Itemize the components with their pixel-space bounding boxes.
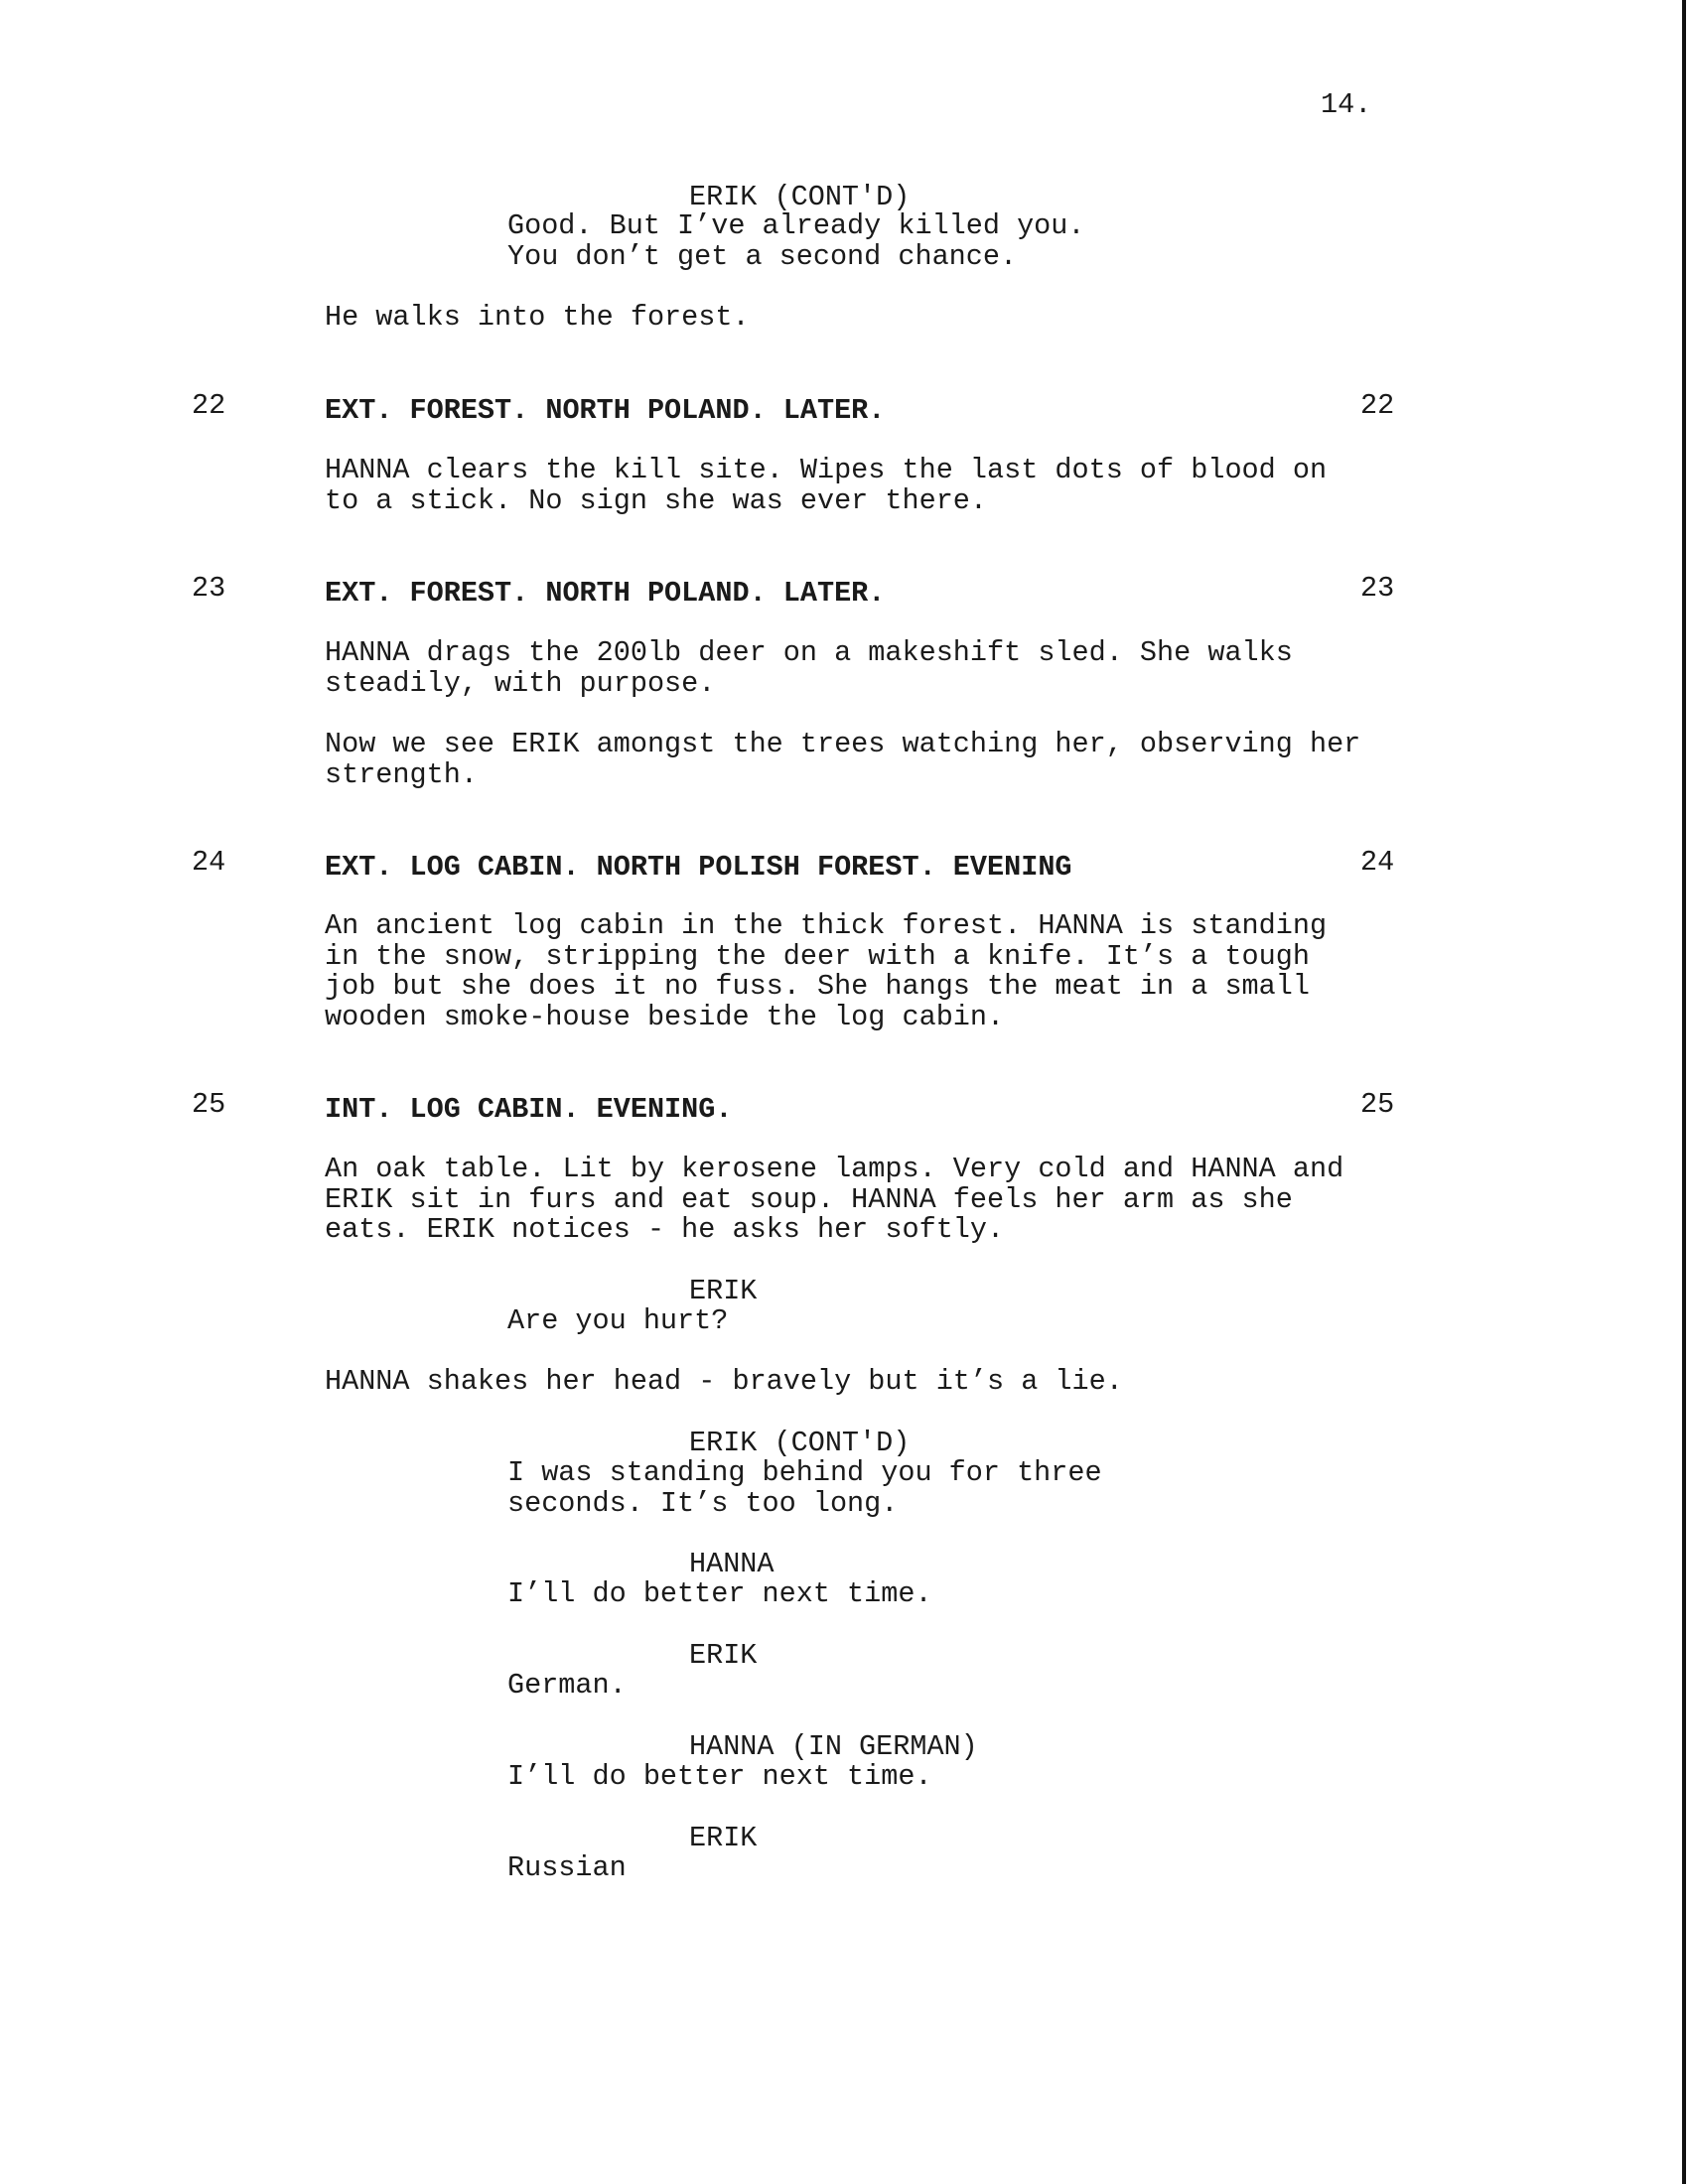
dialogue-line: You don’t get a second chance. [507, 239, 1018, 273]
dialogue-line: Are you hurt? [507, 1304, 729, 1337]
action-line: An ancient log cabin in the thick forest. HANNA is standing [325, 909, 1328, 942]
action-block [325, 730, 1360, 790]
action-block [325, 1367, 1123, 1398]
action-line: eats. ERIK notices - he asks her softly. [325, 1213, 1005, 1246]
scene-heading: EXT. FOREST. NORTH POLAND. LATER. [325, 394, 886, 427]
page-number: 14. [1321, 88, 1372, 121]
dialogue-line: I’ll do better next time. [507, 1760, 932, 1793]
scene-number-right: 24 [1360, 846, 1395, 879]
action-line: wooden smoke-house beside the log cabin. [325, 1000, 1005, 1033]
dialogue-line: Good. But I’ve already killed you. [507, 209, 1085, 242]
scene-number-left: 22 [192, 389, 226, 422]
character-name: HANNA (IN GERMAN) [689, 1730, 978, 1763]
character-name: ERIK (CONT'D) [689, 1427, 911, 1459]
character-name: ERIK (CONT'D) [689, 181, 911, 213]
dialogue-block [507, 1306, 728, 1337]
action-line: to a stick. No sign she was ever there. [325, 483, 988, 517]
action-line: in the snow, stripping the deer with a knife. It’s a tough [325, 939, 1310, 973]
scene-heading: EXT. FOREST. NORTH POLAND. LATER. [325, 577, 886, 610]
scene-number-right: 25 [1360, 1088, 1395, 1121]
scene-number-left: 25 [192, 1088, 226, 1121]
character-name: ERIK [689, 1822, 758, 1854]
action-block [325, 638, 1293, 699]
dialogue-block [507, 1458, 1102, 1519]
scene-number-right: 23 [1360, 572, 1395, 605]
scene-number-left: 24 [192, 846, 226, 879]
dialogue-line: I was standing behind you for three [507, 1456, 1102, 1489]
dialogue-block [507, 1762, 932, 1793]
scene-heading: INT. LOG CABIN. EVENING. [325, 1093, 733, 1126]
character-name: HANNA [689, 1548, 775, 1580]
action-line: HANNA clears the kill site. Wipes the last dots of blood on [325, 454, 1328, 486]
action-block [325, 911, 1327, 1032]
action-line: strength. [325, 757, 478, 791]
action-line: An oak table. Lit by kerosene lamps. Very cold and HANNA and [325, 1153, 1344, 1185]
scene-number-left: 23 [192, 572, 226, 605]
action-line: steadily, with purpose. [325, 666, 716, 700]
dialogue-block [507, 211, 1085, 272]
dialogue-block [507, 1671, 627, 1702]
dialogue-line: German. [507, 1669, 627, 1702]
dialogue-line: Russian [507, 1851, 627, 1884]
scene-number-right: 22 [1360, 389, 1395, 422]
action-block [325, 1155, 1343, 1246]
character-name: ERIK [689, 1275, 758, 1307]
dialogue-block [507, 1853, 627, 1884]
action-line: job but she does it no fuss. She hangs the meat in a small [325, 970, 1310, 1003]
action-line: ERIK sit in furs and eat soup. HANNA feels her arm as she [325, 1182, 1293, 1216]
dialogue-line: seconds. It’s too long. [507, 1486, 899, 1520]
action-block [325, 456, 1327, 516]
page-edge-rule [1682, 0, 1686, 2184]
action-block [325, 303, 750, 334]
action-line: He walks into the forest. [325, 301, 750, 334]
action-line: Now we see ERIK amongst the trees watching her, observing her [325, 728, 1361, 760]
dialogue-line: I’ll do better next time. [507, 1577, 932, 1610]
action-line: HANNA shakes her head - bravely but it’s a lie. [325, 1365, 1123, 1398]
scene-heading: EXT. LOG CABIN. NORTH POLISH FOREST. EVENING [325, 851, 1072, 884]
dialogue-block [507, 1579, 932, 1610]
action-line: HANNA drags the 200lb deer on a makeshift sled. She walks [325, 636, 1293, 669]
character-name: ERIK [689, 1639, 758, 1672]
